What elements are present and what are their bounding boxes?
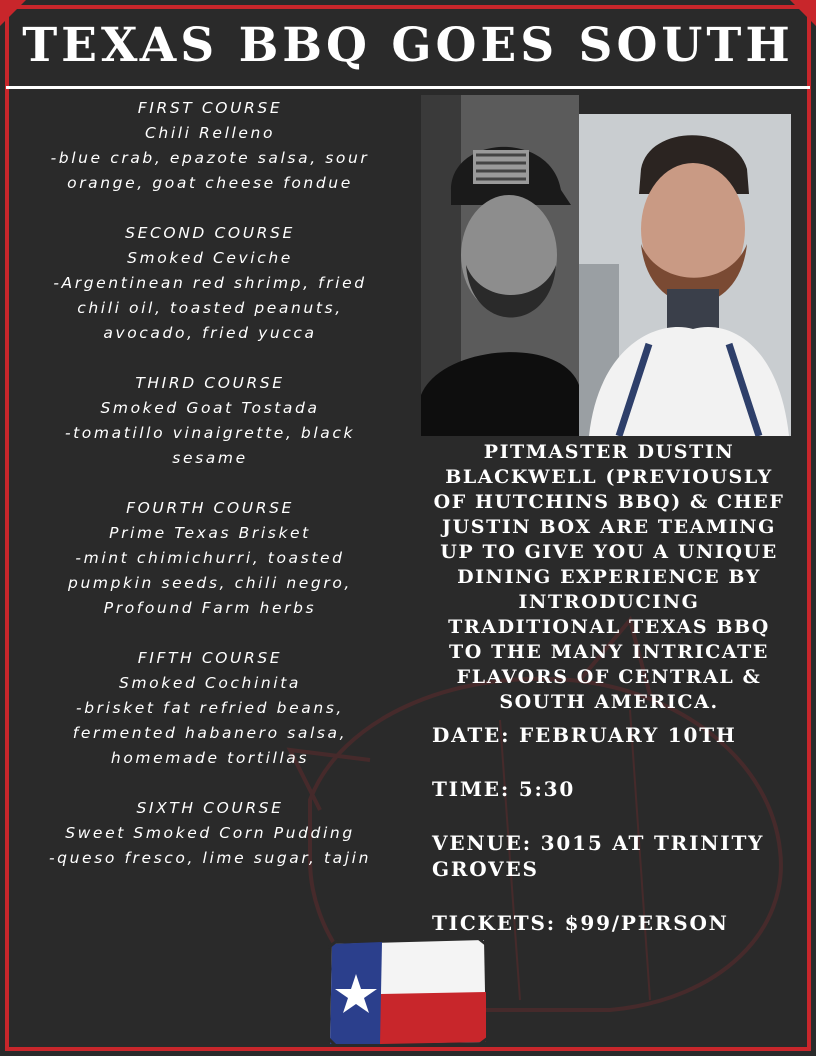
event-time: TIME: 5:30 <box>432 777 576 801</box>
course-item <box>40 96 380 196</box>
menu-list <box>40 96 380 896</box>
course-name: Smoked Goat Tostada <box>100 399 320 417</box>
course-item <box>40 371 380 471</box>
event-details <box>432 722 792 964</box>
course-description: -mint chimichurri, toasted pumpkin seeds, chili negro, Profound Farm herbs <box>68 549 352 617</box>
chef-photo <box>579 114 791 436</box>
texas-flag-icon <box>328 938 488 1046</box>
course-heading: FOURTH COURSE <box>126 499 294 517</box>
course-heading: FIRST COURSE <box>137 99 283 117</box>
event-venue: VENUE: 3015 AT TRINITY GROVES <box>432 831 765 881</box>
course-name: Prime Texas Brisket <box>109 524 311 542</box>
course-name: Chili Relleno <box>144 124 276 142</box>
course-item <box>40 221 380 346</box>
course-heading: SECOND COURSE <box>125 224 295 242</box>
course-description: -queso fresco, lime sugar, tajin <box>48 849 371 867</box>
course-item <box>40 496 380 621</box>
page-title: TEXAS BBQ GOES SOUTH <box>22 18 794 73</box>
course-heading: FIFTH COURSE <box>137 649 283 667</box>
event-tickets: TICKETS: $99/PERSON <box>432 911 729 935</box>
course-item <box>40 796 380 871</box>
pitmaster-photo <box>421 95 579 436</box>
course-name: Smoked Ceviche <box>127 249 293 267</box>
course-heading: SIXTH COURSE <box>136 799 284 817</box>
pitmaster-portrait-icon <box>421 95 579 436</box>
course-description: -tomatillo vinaigrette, black sesame <box>64 424 356 467</box>
course-item <box>40 646 380 771</box>
course-description: -blue crab, epazote salsa, sour orange, goat cheese fondue <box>50 149 370 192</box>
course-name: Smoked Cochinita <box>119 674 301 692</box>
course-description: -Argentinean red shrimp, fried chili oil, toasted peanuts, avocado, fried yucca <box>53 274 367 342</box>
event-date: DATE: FEBRUARY 10TH <box>432 723 737 747</box>
chef-portrait-icon <box>579 114 791 436</box>
course-heading: THIRD COURSE <box>135 374 285 392</box>
title-divider <box>6 86 810 89</box>
chef-bio: PITMASTER DUSTIN BLACKWELL (PREVIOUSLY OF HUTCHINS BBQ) & CHEF JUSTIN BOX ARE TEAMING UP TO GIVE YOU A UNIQUE DINING EXPERIENCE BY INTRODUCING TRADITIONAL TEXAS BBQ TO THE MANY INTRICATE FLAVORS OF CENTRAL & SOUTH AMERICA. <box>433 441 785 713</box>
course-name: Sweet Smoked Corn Pudding <box>65 824 355 842</box>
course-description: -brisket fat refried beans, fermented habanero salsa, homemade tortillas <box>72 699 348 767</box>
